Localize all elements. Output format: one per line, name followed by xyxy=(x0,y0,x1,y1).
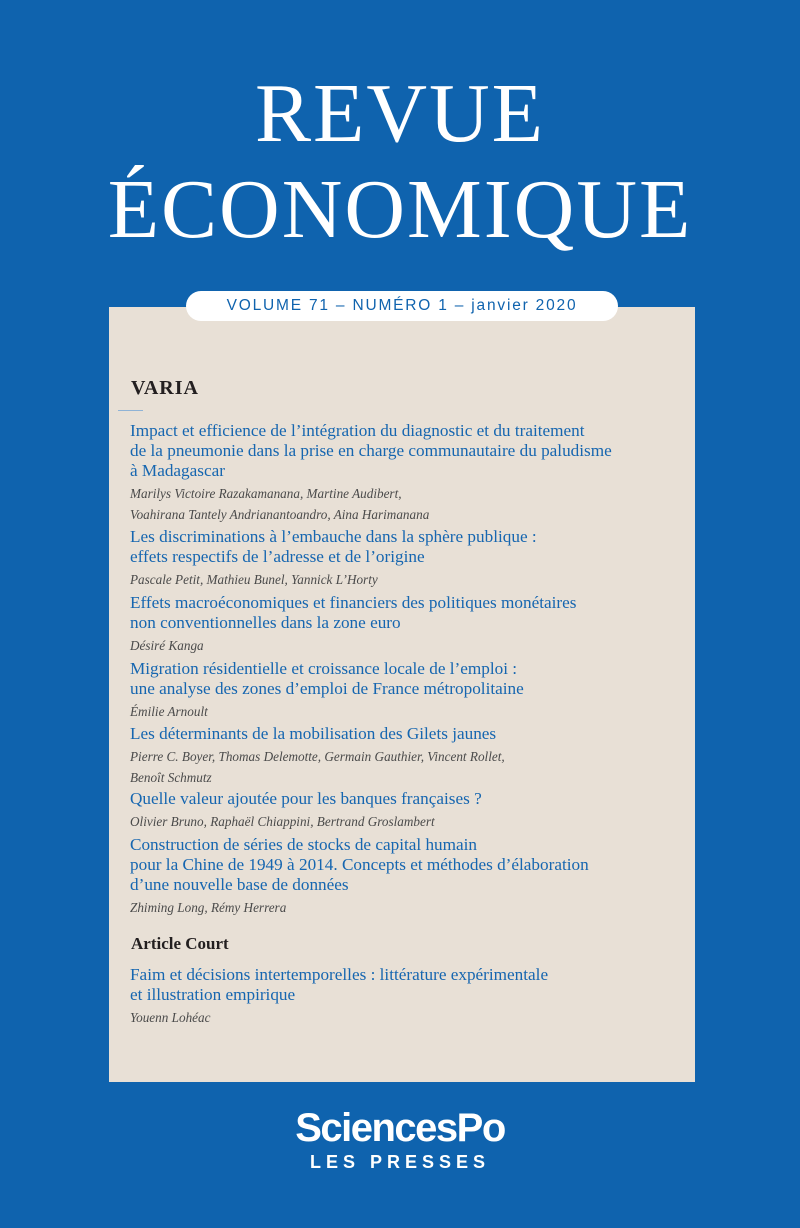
short-article-entry xyxy=(130,965,670,1028)
issue-badge xyxy=(186,291,618,321)
article-authors: Désiré Kanga xyxy=(130,638,204,653)
article-entry xyxy=(130,593,670,656)
article-entry xyxy=(130,789,670,832)
issue-text: VOLUME 71 – NUMÉRO 1 – janvier 2020 xyxy=(226,297,578,314)
article-title: Effets macroéconomiques et financiers des politiques monétaires non conventionnelles dans la zone euro xyxy=(130,593,577,632)
article-title: Les déterminants de la mobilisation des Gilets jaunes xyxy=(130,724,497,743)
article-title: Faim et décisions intertemporelles : littérature expérimentale et illustration empirique xyxy=(130,965,549,1004)
article-title: Impact et efficience de l’intégration du diagnostic et du traitement de la pneumonie dans la prise en charge communautaire du paludisme à Madagascar xyxy=(130,421,612,480)
journal-title-line1: REVUE xyxy=(255,67,545,160)
article-authors: Pascale Petit, Mathieu Bunel, Yannick L’Horty xyxy=(130,572,378,587)
article-authors: Émilie Arnoult xyxy=(130,704,208,719)
article-entry xyxy=(130,835,670,918)
article-title: Les discriminations à l’embauche dans la sphère publique : effets respectifs de l’adresse et de l’origine xyxy=(130,527,537,566)
section-heading-varia: VARIA xyxy=(131,377,199,399)
journal-title-line2: ÉCONOMIQUE xyxy=(107,163,693,256)
article-title: Quelle valeur ajoutée pour les banques françaises ? xyxy=(130,789,482,808)
publisher-logo: SciencesPo xyxy=(295,1106,505,1150)
article-entry xyxy=(130,659,670,722)
article-title: Construction de séries de stocks de capital humain pour la Chine de 1949 à 2014. Concepts et méthodes d’élaboration d’une nouvelle base de données xyxy=(130,835,589,894)
section-divider xyxy=(118,410,143,411)
article-entry xyxy=(130,724,670,788)
article-authors: Olivier Bruno, Raphaël Chiappini, Bertrand Groslambert xyxy=(130,814,435,829)
article-title: Migration résidentielle et croissance locale de l’emploi : une analyse des zones d’emploi de France métropolitaine xyxy=(130,659,524,698)
article-authors: Youenn Lohéac xyxy=(130,1010,211,1025)
article-entry xyxy=(130,421,670,525)
publisher-subtitle: LES PRESSES xyxy=(309,1152,491,1172)
article-authors: Zhiming Long, Rémy Herrera xyxy=(130,900,287,915)
article-entry xyxy=(130,527,670,590)
article-authors: Marilys Victoire Razakamanana, Martine Audibert, Voahirana Tantely Andrianantoandro, Aina Harimanana xyxy=(130,486,430,522)
section-heading-short-article: Article Court xyxy=(131,934,229,953)
article-authors: Pierre C. Boyer, Thomas Delemotte, Germain Gauthier, Vincent Rollet, Benoît Schmutz xyxy=(130,749,505,785)
